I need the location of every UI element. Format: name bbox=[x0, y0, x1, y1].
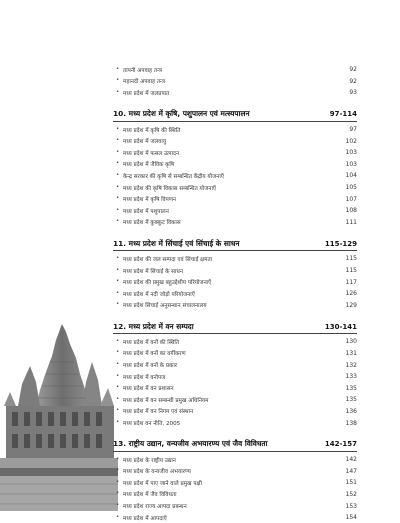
entry-page: 130 bbox=[345, 338, 357, 346]
entry-title: • मध्य प्रदेश में जैविक कृषि bbox=[113, 160, 174, 168]
toc-entry[interactable] bbox=[113, 489, 357, 501]
entry-page: 151 bbox=[345, 479, 357, 487]
chapter-pages: 97-114 bbox=[329, 110, 357, 119]
chapter-heading[interactable] bbox=[113, 320, 357, 334]
toc-entry[interactable] bbox=[113, 371, 357, 383]
entry-page: 126 bbox=[345, 290, 357, 298]
entry-title: • मध्य प्रदेश में जैव विविधता bbox=[113, 490, 177, 498]
entry-title: • मध्य प्रदेश में नदी जोड़ो परियोजनाएँ bbox=[113, 290, 195, 298]
toc-entry[interactable] bbox=[113, 382, 357, 394]
entry-title: • मध्य प्रदेश की प्रमुख बहुउद्देशीय परियोजनाएँ bbox=[113, 278, 211, 286]
toc-entry[interactable] bbox=[113, 170, 357, 182]
entry-page: 117 bbox=[345, 278, 357, 286]
chapter-number: 11. bbox=[113, 238, 127, 248]
entry-title: • मध्य प्रदेश में वन निगम एवं संस्थान bbox=[113, 407, 193, 415]
entry-title: • मध्य प्रदेश में वन सम्बन्धी प्रमुख अधिनियम bbox=[113, 396, 209, 404]
toc-entry[interactable] bbox=[113, 124, 357, 136]
entry-title: • मध्य प्रदेश में वन प्रशासन bbox=[113, 384, 174, 392]
chapter-title: मध्य प्रदेश में वन सम्पदा bbox=[128, 321, 194, 331]
entry-page: 115 bbox=[345, 255, 357, 263]
entry-title: • मध्य प्रदेश के वन्यजीव अभयारण्य bbox=[113, 467, 191, 475]
entry-page: 108 bbox=[345, 207, 357, 215]
toc-entry[interactable] bbox=[113, 288, 357, 300]
entry-page: 132 bbox=[345, 361, 357, 369]
chapter-title: राष्ट्रीय उद्यान, वन्यजीव अभयारण्य एवं जैव विविधता bbox=[128, 439, 268, 449]
entry-title: • मध्य प्रदेश वन नीति, 2005 bbox=[113, 419, 180, 427]
entry-title: • मध्य प्रदेश में आपदाएँ bbox=[113, 514, 167, 522]
entry-page: 103 bbox=[345, 149, 357, 157]
toc-entry[interactable] bbox=[113, 87, 357, 99]
entry-page: 102 bbox=[345, 137, 357, 145]
toc-entry[interactable] bbox=[113, 276, 357, 288]
entry-page: 92 bbox=[349, 77, 357, 85]
toc-entry[interactable] bbox=[113, 465, 357, 477]
chapter-heading[interactable] bbox=[113, 108, 357, 122]
toc-entry[interactable] bbox=[113, 76, 357, 88]
entry-title: • मध्य प्रदेश राज्य आपदा प्रबन्धन bbox=[113, 502, 187, 510]
chapter-number: 10. bbox=[113, 109, 127, 119]
toc-entry[interactable] bbox=[113, 253, 357, 265]
toc-entry[interactable] bbox=[113, 359, 357, 371]
chapter-number: 13. bbox=[113, 439, 127, 449]
continued-items bbox=[113, 64, 357, 99]
toc-entry[interactable] bbox=[113, 217, 357, 229]
entry-title: • मध्य प्रदेश की कृषि विकास सम्बन्धित योजनाएँ bbox=[113, 184, 216, 192]
entry-title: • मध्य प्रदेश में कुक्कुट विकास bbox=[113, 218, 181, 226]
entry-title: • मध्य प्रदेश की जल सम्पदा एवं सिंचाई क्षमता bbox=[113, 255, 212, 263]
toc-entry[interactable] bbox=[113, 477, 357, 489]
toc-entry[interactable] bbox=[113, 265, 357, 277]
toc-entry[interactable] bbox=[113, 147, 357, 159]
toc-entry[interactable] bbox=[113, 336, 357, 348]
entry-page: 136 bbox=[345, 407, 357, 415]
entry-title: • मध्य प्रदेश में वनों की स्थिति bbox=[113, 338, 179, 346]
entry-title: • केन्द्र सरकार की कृषि से सम्बन्धित केंद्रीय योजनाएँ bbox=[113, 172, 224, 180]
entry-title: • तापनी अपवाह तन्त्र bbox=[113, 66, 162, 74]
chapter-heading[interactable] bbox=[113, 438, 357, 452]
entry-page: 105 bbox=[345, 184, 357, 192]
entry-title: • मध्य प्रदेश सिंचाई अनुसन्धान संचालनालय bbox=[113, 301, 207, 309]
entry-page: 115 bbox=[345, 267, 357, 275]
chapter-pages: 115-129 bbox=[324, 239, 357, 248]
entry-page: 93 bbox=[349, 89, 357, 97]
toc-entry[interactable] bbox=[113, 394, 357, 406]
chapter-13 bbox=[113, 438, 357, 523]
entry-page: 133 bbox=[345, 373, 357, 381]
chapter-11 bbox=[113, 237, 357, 311]
chapter-10 bbox=[113, 108, 357, 228]
entry-page: 103 bbox=[345, 160, 357, 168]
chapter-12 bbox=[113, 320, 357, 429]
entry-title: • मध्य प्रदेश में वनों के प्रकार bbox=[113, 361, 177, 369]
entry-title: • मध्य प्रदेश के राष्ट्रीय उद्यान bbox=[113, 456, 176, 464]
entry-page: 107 bbox=[345, 195, 357, 203]
toc-entry[interactable] bbox=[113, 406, 357, 418]
entry-page: 154 bbox=[345, 514, 357, 522]
entry-title: • मध्य प्रदेश में पशुपालन bbox=[113, 207, 169, 215]
entry-page: 104 bbox=[345, 172, 357, 180]
toc-entry[interactable] bbox=[113, 454, 357, 466]
entry-page: 153 bbox=[345, 502, 357, 510]
entry-title: • मध्य प्रदेश में पाए जाने वाले प्रमुख पक्षी bbox=[113, 479, 202, 487]
entry-page: 152 bbox=[345, 490, 357, 498]
toc-entry[interactable] bbox=[113, 348, 357, 360]
entry-title: • मध्य प्रदेश में वनोपज bbox=[113, 373, 165, 381]
entry-title: • मध्य प्रदेश में जलप्रपात bbox=[113, 89, 169, 97]
entry-page: 147 bbox=[345, 467, 357, 475]
entry-title: • मध्य प्रदेश में सिंचाई के साधन bbox=[113, 267, 183, 275]
entry-title: • महानदी अपवाह तन्त्र bbox=[113, 77, 165, 85]
toc-entry[interactable] bbox=[113, 159, 357, 171]
chapter-title: मध्य प्रदेश में कृषि, पशुपालन एवं मत्स्यपालन bbox=[128, 109, 250, 119]
entry-title: • मध्य प्रदेश में फसल उत्पादन bbox=[113, 149, 179, 157]
table-of-contents bbox=[113, 64, 357, 523]
temple-illustration bbox=[0, 322, 118, 511]
chapter-pages: 130-141 bbox=[324, 322, 357, 331]
entry-page: 135 bbox=[345, 396, 357, 404]
toc-entry[interactable] bbox=[113, 193, 357, 205]
entry-title: • मध्य प्रदेश में कृषि की स्थिति bbox=[113, 126, 180, 134]
entry-page: 111 bbox=[345, 218, 357, 226]
toc-entry[interactable] bbox=[113, 417, 357, 429]
entry-title: • मध्य प्रदेश में जलवायु bbox=[113, 137, 166, 145]
chapter-pages: 142-157 bbox=[324, 440, 357, 449]
entry-page: 142 bbox=[345, 456, 357, 464]
toc-entry[interactable] bbox=[113, 64, 357, 76]
entry-page: 97 bbox=[349, 126, 357, 134]
chapter-heading[interactable] bbox=[113, 237, 357, 251]
entry-title: • मध्य प्रदेश में कृषि विपणन bbox=[113, 195, 176, 203]
entry-title: • मध्य प्रदेश में वनों का वर्गीकरण bbox=[113, 349, 186, 357]
entry-page: 138 bbox=[345, 419, 357, 427]
entry-page: 92 bbox=[349, 66, 357, 74]
toc-entry[interactable] bbox=[113, 500, 357, 512]
entry-page: 131 bbox=[345, 349, 357, 357]
toc-entry[interactable] bbox=[113, 512, 357, 523]
toc-entry[interactable] bbox=[113, 205, 357, 217]
chapter-number: 12. bbox=[113, 321, 127, 331]
toc-entry[interactable] bbox=[113, 182, 357, 194]
chapter-title: मध्य प्रदेश में सिंचाई एवं सिंचाई के साधन bbox=[128, 238, 240, 248]
entry-page: 135 bbox=[345, 384, 357, 392]
toc-entry[interactable] bbox=[113, 300, 357, 312]
toc-entry[interactable] bbox=[113, 135, 357, 147]
entry-page: 129 bbox=[345, 301, 357, 309]
